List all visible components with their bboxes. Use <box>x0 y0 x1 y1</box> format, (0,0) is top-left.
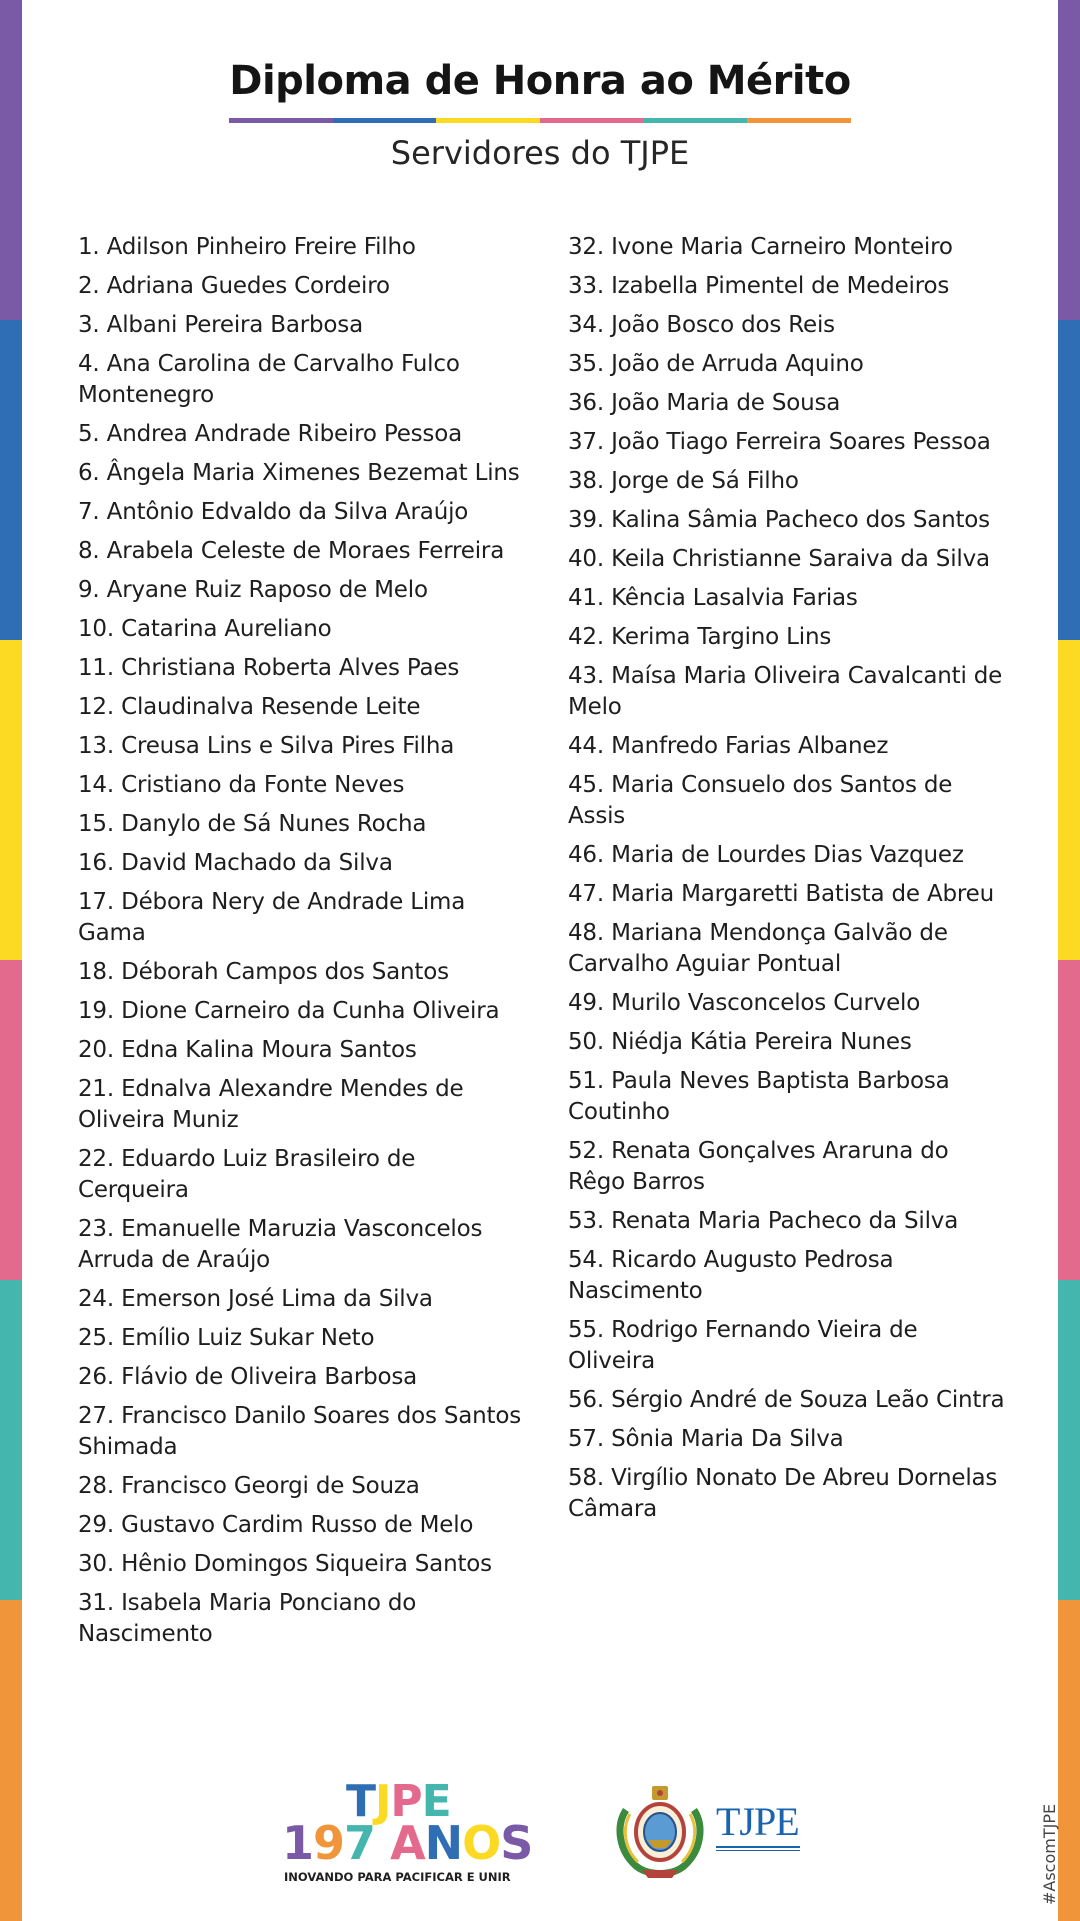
title-bar-segment-pink <box>540 118 644 123</box>
court-logo-underline <box>716 1846 800 1848</box>
stripe-segment <box>1058 1600 1080 1921</box>
honoree-item: 4. Ana Carolina de Carvalho Fulco Montenegro <box>78 351 460 408</box>
honoree-item: 8. Arabela Celeste de Moraes Ferreira <box>78 538 505 564</box>
honoree-item: 23. Emanuelle Maruzia Vasconcelos Arruda de Araújo <box>78 1216 483 1273</box>
honoree-item: 27. Francisco Danilo Soares dos Santos Shimada <box>78 1403 522 1460</box>
honoree-item: 26. Flávio de Oliveira Barbosa <box>78 1364 418 1390</box>
honoree-item: 31. Isabela Maria Ponciano do Nascimento <box>78 1590 417 1647</box>
honoree-item: 17. Débora Nery de Andrade Lima Gama <box>78 889 466 946</box>
stripe-segment <box>1058 960 1080 1281</box>
honoree-item: 30. Hênio Domingos Siqueira Santos <box>78 1551 492 1577</box>
coat-of-arms-icon <box>612 1780 708 1880</box>
title-bar-segment-teal <box>644 118 748 123</box>
honoree-item: 16. David Machado da Silva <box>78 850 393 876</box>
honoree-item: 43. Maísa Maria Oliveira Cavalcanti de Melo <box>568 663 1003 720</box>
honoree-item: 53. Renata Maria Pacheco da Silva <box>568 1208 959 1234</box>
honoree-item: 40. Keila Christianne Saraiva da Silva <box>568 546 990 572</box>
honoree-item: 45. Maria Consuelo dos Santos de Assis <box>568 772 953 829</box>
page-title: Diploma de Honra ao Mérito <box>229 58 851 104</box>
honoree-item: 47. Maria Margaretti Batista de Abreu <box>568 881 994 907</box>
honoree-item: 11. Christiana Roberta Alves Paes <box>78 655 460 681</box>
honoree-item: 42. Kerima Targino Lins <box>568 624 832 650</box>
honoree-item: 50. Niédja Kátia Pereira Nunes <box>568 1029 912 1055</box>
honoree-item: 52. Renata Gonçalves Araruna do Rêgo Barros <box>568 1138 949 1195</box>
honoree-item: 29. Gustavo Cardim Russo de Melo <box>78 1512 474 1538</box>
title-bar-segment-blue <box>333 118 437 123</box>
honoree-item: 32. Ivone Maria Carneiro Monteiro <box>568 234 953 260</box>
honoree-item: 2. Adriana Guedes Cordeiro <box>78 273 390 299</box>
court-logo <box>612 1780 802 1880</box>
stripe-segment <box>1058 640 1080 961</box>
honoree-item: 25. Emílio Luiz Sukar Neto <box>78 1325 375 1351</box>
honoree-item: 19. Dione Carneiro da Cunha Oliveira <box>78 998 500 1024</box>
anniversary-logo <box>282 1776 544 1885</box>
honoree-item: 57. Sônia Maria Da Silva <box>568 1426 844 1452</box>
anniversary-logo-years: 197 ANOS <box>282 1816 533 1870</box>
honoree-item: 41. Kência Lasalvia Farias <box>568 585 858 611</box>
honoree-item: 12. Claudinalva Resende Leite <box>78 694 421 720</box>
honoree-item: 44. Manfredo Farias Albanez <box>568 733 889 759</box>
honoree-item: 46. Maria de Lourdes Dias Vazquez <box>568 842 964 868</box>
stripe-segment <box>1058 1280 1080 1601</box>
honoree-list-right <box>568 232 1008 1533</box>
honoree-item: 22. Eduardo Luiz Brasileiro de Cerqueira <box>78 1146 416 1203</box>
honoree-item: 37. João Tiago Ferreira Soares Pessoa <box>568 429 991 455</box>
title-bar-segment-yellow <box>436 118 540 123</box>
honoree-item: 56. Sérgio André de Souza Leão Cintra <box>568 1387 1005 1413</box>
honoree-item: 36. João Maria de Sousa <box>568 390 841 416</box>
stripe-segment <box>1058 320 1080 641</box>
page-subtitle: Servidores do TJPE <box>390 134 690 172</box>
honoree-item: 33. Izabella Pimentel de Medeiros <box>568 273 950 299</box>
honoree-item: 20. Edna Kalina Moura Santos <box>78 1037 417 1063</box>
stripe-segment <box>0 960 22 1281</box>
honoree-item: 35. João de Arruda Aquino <box>568 351 864 377</box>
stripe-segment <box>0 320 22 641</box>
honoree-item: 21. Ednalva Alexandre Mendes de Oliveira Muniz <box>78 1076 464 1133</box>
honoree-item: 13. Creusa Lins e Silva Pires Filha <box>78 733 455 759</box>
honoree-item: 58. Virgílio Nonato De Abreu Dornelas Câmara <box>568 1465 998 1522</box>
honoree-item: 54. Ricardo Augusto Pedrosa Nascimento <box>568 1247 894 1304</box>
honoree-item: 24. Emerson José Lima da Silva <box>78 1286 433 1312</box>
title-bar-segment-purple <box>229 118 333 123</box>
honoree-item: 10. Catarina Aureliano <box>78 616 332 642</box>
honoree-item: 55. Rodrigo Fernando Vieira de Oliveira <box>568 1317 918 1374</box>
honoree-item: 14. Cristiano da Fonte Neves <box>78 772 405 798</box>
hashtag-credit: #AscomTJPE <box>1040 1803 1059 1905</box>
honoree-item: 51. Paula Neves Baptista Barbosa Coutinho <box>568 1068 950 1125</box>
honoree-item: 6. Ângela Maria Ximenes Bezemat Lins <box>78 460 520 486</box>
left-color-stripe <box>0 0 22 1920</box>
anniversary-logo-slogan: INOVANDO PARA PACIFICAR E UNIR <box>284 1870 511 1884</box>
anniversary-logo-name: TJPE <box>346 1776 451 1827</box>
honoree-item: 28. Francisco Georgi de Souza <box>78 1473 420 1499</box>
honoree-item: 1. Adilson Pinheiro Freire Filho <box>78 234 416 260</box>
honoree-item: 34. João Bosco dos Reis <box>568 312 835 338</box>
court-logo-text: TJPE <box>716 1799 799 1844</box>
honoree-item: 15. Danylo de Sá Nunes Rocha <box>78 811 427 837</box>
stripe-segment <box>0 1280 22 1601</box>
honoree-item: 3. Albani Pereira Barbosa <box>78 312 363 338</box>
honoree-list-left <box>78 232 523 1658</box>
honoree-item: 39. Kalina Sâmia Pacheco dos Santos <box>568 507 990 533</box>
honoree-item: 38. Jorge de Sá Filho <box>568 468 799 494</box>
honoree-item: 5. Andrea Andrade Ribeiro Pessoa <box>78 421 462 447</box>
honoree-item: 7. Antônio Edvaldo da Silva Araújo <box>78 499 469 525</box>
stripe-segment <box>0 640 22 961</box>
title-color-bar <box>229 118 851 123</box>
stripe-segment <box>0 1600 22 1921</box>
right-color-stripe <box>1058 0 1080 1920</box>
title-bar-segment-orange <box>747 118 851 123</box>
honoree-item: 49. Murilo Vasconcelos Curvelo <box>568 990 921 1016</box>
honoree-item: 9. Aryane Ruiz Raposo de Melo <box>78 577 428 603</box>
honoree-item: 48. Mariana Mendonça Galvão de Carvalho Aguiar Pontual <box>568 920 948 977</box>
court-logo-underline-thin <box>716 1850 800 1851</box>
honoree-item: 18. Déborah Campos dos Santos <box>78 959 449 985</box>
